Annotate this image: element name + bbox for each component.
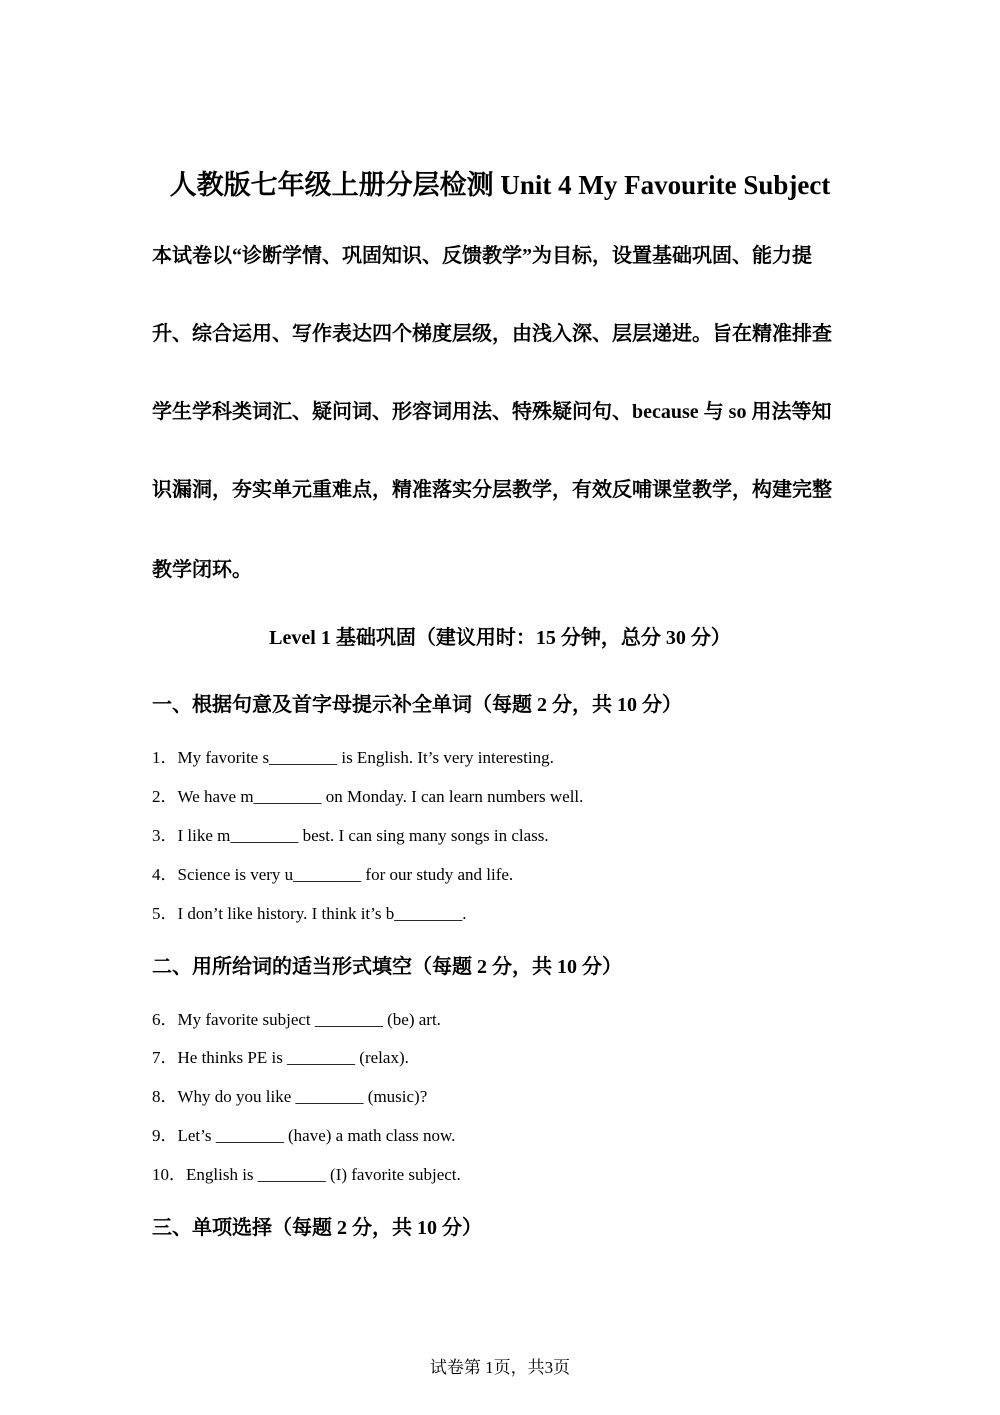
intro-line: 升、综合运用、写作表达四个梯度层级，由浅入深、层层递进。旨在精准排查 [152, 323, 832, 345]
question-item: 9．Let’s ________ (have) a math class now. [152, 1126, 456, 1145]
question-item: 8．Why do you like ________ (music)? [152, 1087, 428, 1106]
question-item: 3．I like m________ best. I can sing many songs in class. [152, 826, 549, 845]
level-heading: Level 1 基础巩固（建议用时：15 分钟，总分 30 分） [269, 627, 731, 649]
section-heading: 三、单项选择（每题 2 分，共 10 分） [152, 1217, 482, 1239]
question-item: 7．He thinks PE is ________ (relax). [152, 1048, 409, 1067]
question-item: 10．English is ________ (I) favorite subject. [152, 1165, 461, 1184]
question-item: 6．My favorite subject ________ (be) art. [152, 1010, 441, 1029]
question-item: 1．My favorite s________ is English. It’s very interesting. [152, 748, 554, 767]
question-item: 5．I don’t like history. I think it’s b________. [152, 904, 467, 923]
page-title: 人教版七年级上册分层检测 Unit 4 My Favourite Subject [169, 170, 831, 200]
question-item: 4．Science is very u________ for our study and life. [152, 865, 514, 884]
intro-line: 本试卷以“诊断学情、巩固知识、反馈教学”为目标，设置基础巩固、能力提 [152, 245, 812, 267]
intro-line: 识漏洞，夯实单元重难点，精准落实分层教学，有效反哺课堂教学，构建完整 [152, 479, 832, 501]
question-item: 2．We have m________ on Monday. I can learn numbers well. [152, 787, 584, 806]
intro-line: 教学闭环。 [152, 559, 252, 581]
intro-line: 学生学科类词汇、疑问词、形容词用法、特殊疑问句、because 与 so 用法等知 [152, 401, 832, 423]
page-footer: 试卷第 1页，共3页 [429, 1358, 571, 1377]
section-heading: 二、用所给词的适当形式填空（每题 2 分，共 10 分） [152, 956, 622, 978]
section-heading: 一、根据句意及首字母提示补全单词（每题 2 分，共 10 分） [152, 694, 682, 716]
